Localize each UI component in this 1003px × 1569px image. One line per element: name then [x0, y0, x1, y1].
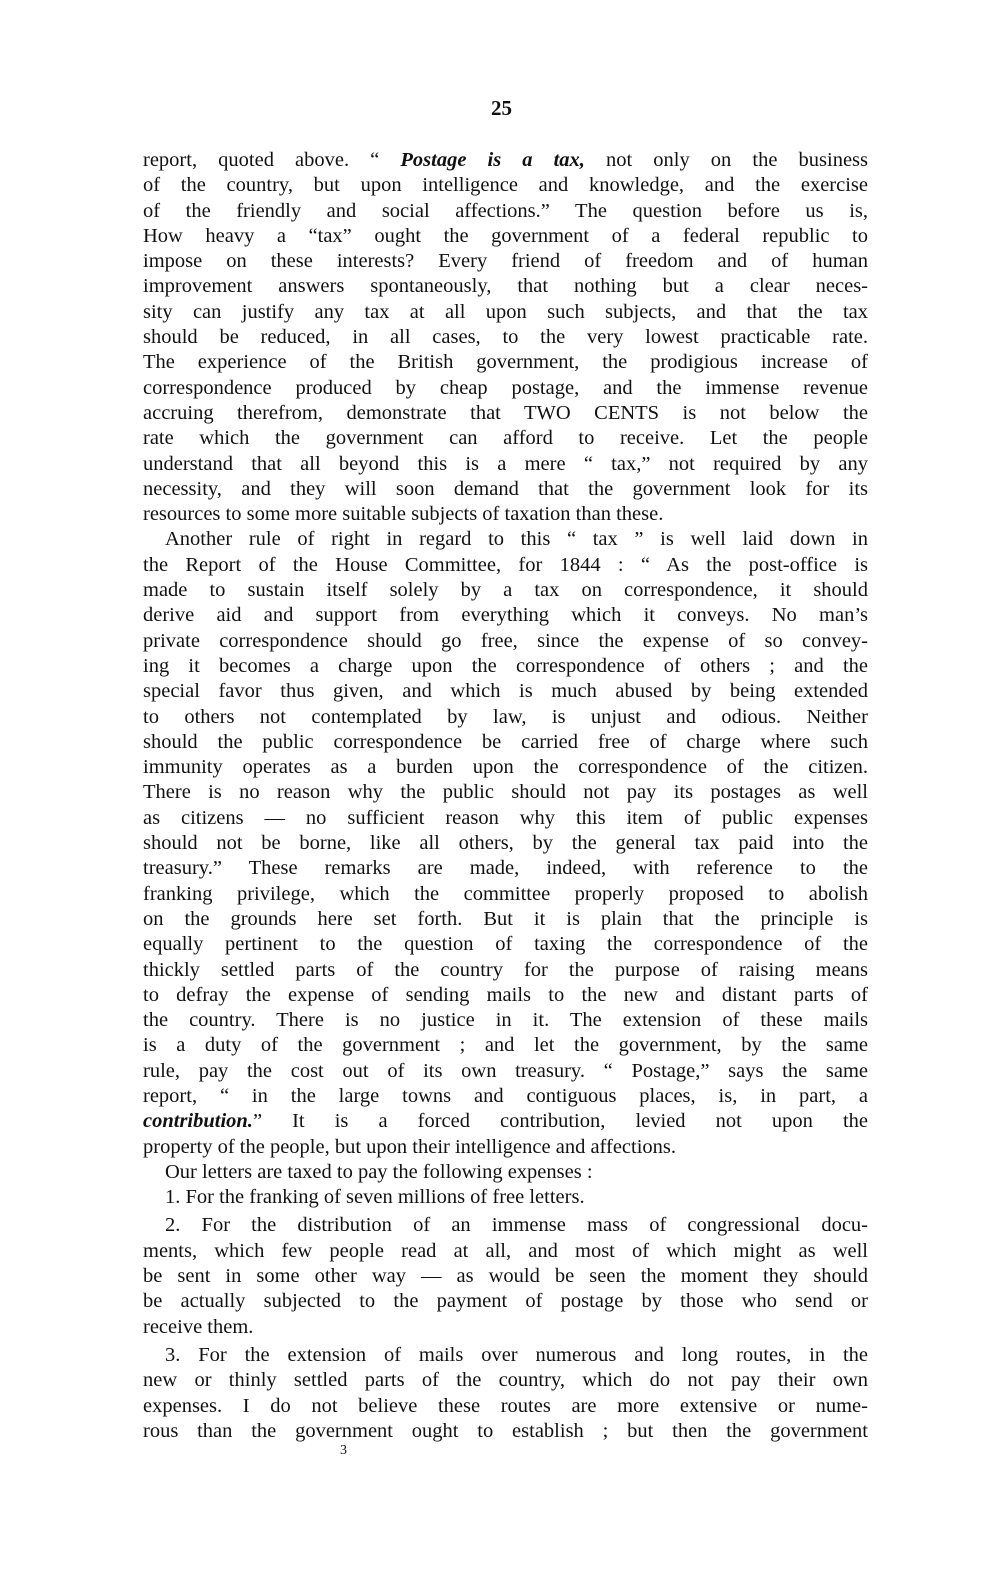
- text-segment: sity can justify any tax at all upon such subjects, and that the tax: [143, 300, 868, 323]
- text-segment: How heavy a “tax” ought the government of a federal republic to: [143, 224, 868, 247]
- text-segment: impose on these interests? Every friend of freedom and of human: [143, 250, 868, 273]
- text-segment: new or thinly settled parts of the country, which do not pay their own: [143, 1369, 868, 1392]
- text-line: [143, 173, 868, 198]
- signature-mark: 3: [340, 1443, 347, 1458]
- text-segment: resources to some more suitable subjects of taxation than these.: [143, 503, 664, 526]
- text-segment: correspondence produced by cheap postage, and the immense revenue: [143, 376, 868, 399]
- text-segment: expenses. I do not believe these routes are more extensive or nume-: [143, 1394, 868, 1417]
- text-segment: of the country, but upon intelligence and knowledge, and the exercise: [143, 174, 868, 197]
- text-line: [143, 199, 868, 224]
- page-number: 25: [491, 96, 512, 120]
- text-segment: receive them.: [143, 1315, 254, 1338]
- text-line: [143, 1289, 868, 1314]
- text-segment: on the grounds here set forth. But it is plain that the principle is: [143, 907, 868, 930]
- text-line: [143, 755, 868, 780]
- text-segment: property of the people, but upon their intelligence and affections.: [143, 1135, 677, 1158]
- text-segment: should be reduced, in all cases, to the very lowest practicable rate.: [143, 326, 868, 349]
- text-line: [143, 1239, 868, 1264]
- text-line: [143, 831, 868, 856]
- text-segment: improvement answers spontaneously, that nothing but a clear neces-: [143, 275, 868, 298]
- text-segment: treasury.” These remarks are made, indeed, with reference to the: [143, 857, 868, 880]
- text-line: [143, 932, 868, 957]
- text-segment: franking privilege, which the committee properly proposed to abolish: [143, 882, 868, 905]
- text-segment: ments, which few people read at all, and most of which might as well: [143, 1239, 868, 1262]
- text-segment: not only on the business: [584, 149, 868, 171]
- text-line: [143, 705, 868, 730]
- text-line: [143, 856, 868, 881]
- text-segment: be actually subjected to the payment of postage by those who send or: [143, 1290, 868, 1313]
- text-line: [143, 300, 868, 325]
- text-line: [143, 224, 868, 249]
- text-line: [143, 603, 868, 628]
- italic-text: Postage is a tax,: [400, 149, 585, 171]
- text-segment: rous than the government ought to establish ; but then the government: [143, 1419, 868, 1442]
- text-line: [143, 958, 868, 983]
- text-line: [143, 1160, 868, 1185]
- text-segment: necessity, and they will soon demand that the government look for its: [143, 477, 868, 500]
- text-line: [143, 1008, 868, 1033]
- text-line: [143, 401, 868, 426]
- text-segment: the country. There is no justice in it. The extension of these mails: [143, 1009, 868, 1032]
- text-segment: ing it becomes a charge upon the correspondence of others ; and the: [143, 654, 868, 677]
- text-line: [143, 780, 868, 805]
- text-segment: special favor thus given, and which is much abused by being extended: [143, 680, 868, 703]
- text-line: [143, 1419, 868, 1444]
- text-line: [143, 907, 868, 932]
- text-line: [143, 376, 868, 401]
- text-segment: derive aid and support from everything which it conveys. No man’s: [143, 604, 868, 627]
- text-line: [143, 629, 868, 654]
- text-line: [143, 1185, 868, 1210]
- text-segment: the Report of the House Committee, for 1844 : “ As the post-office is: [143, 553, 868, 576]
- text-line: [143, 325, 868, 350]
- text-segment: should the public correspondence be carried free of charge where such: [143, 730, 868, 753]
- text-line: [143, 426, 868, 451]
- text-line: [143, 679, 868, 704]
- text-line: [143, 1135, 868, 1160]
- text-line: [143, 1264, 868, 1289]
- text-line: [143, 1084, 868, 1109]
- text-segment: is a duty of the government ; and let the government, by the same: [143, 1034, 868, 1057]
- text-segment: made to sustain itself solely by a tax on correspondence, it should: [143, 579, 868, 602]
- text-line: [143, 1368, 868, 1393]
- text-segment: Our letters are taxed to pay the following expenses :: [165, 1160, 593, 1183]
- text-segment: understand that all beyond this is a mere “ tax,” not required by any: [143, 452, 868, 475]
- text-segment: to others not contemplated by law, is unjust and odious. Neither: [143, 705, 868, 728]
- text-segment: Another rule of right in regard to this “ tax ” is well laid down in: [165, 528, 868, 551]
- text-line: [143, 806, 868, 831]
- text-line: [143, 654, 868, 679]
- text-segment: The experience of the British government, the prodigious increase of: [143, 351, 868, 374]
- text-segment: to defray the expense of sending mails to the new and distant parts of: [143, 983, 868, 1006]
- text-line: [143, 1059, 868, 1084]
- text-segment: accruing therefrom, demonstrate that TWO CENTS is not below the: [143, 401, 868, 424]
- text-line: [143, 148, 868, 173]
- text-segment: ” It is a forced contribution, levied not upon the: [252, 1110, 868, 1133]
- text-segment: immunity operates as a burden upon the correspondence of the citizen.: [143, 756, 868, 779]
- text-segment: as citizens — no sufficient reason why this item of public expenses: [143, 806, 868, 829]
- text-segment: There is no reason why the public should not pay its postages as well: [143, 781, 868, 804]
- text-line: [143, 452, 868, 477]
- text-segment: 3. For the extension of mails over numerous and long routes, in the: [165, 1343, 868, 1366]
- text-line: [143, 1394, 868, 1419]
- text-line: [143, 274, 868, 299]
- text-segment: rule, pay the cost out of its own treasury. “ Postage,” says the same: [143, 1059, 868, 1082]
- text-segment: 2. For the distribution of an immense mass of congressional docu-: [165, 1214, 868, 1237]
- text-line: [143, 502, 868, 527]
- text-line: [143, 249, 868, 274]
- text-line: [143, 527, 868, 552]
- text-line: [143, 477, 868, 502]
- text-line: [143, 1213, 868, 1238]
- text-line: [143, 1343, 868, 1368]
- text-segment: should not be borne, like all others, by the general tax paid into the: [143, 832, 868, 855]
- text-segment: 1. For the franking of seven millions of free letters.: [165, 1186, 585, 1209]
- text-segment: report, quoted above. “: [143, 149, 401, 171]
- body-text: [143, 148, 868, 1444]
- text-line: [143, 1315, 868, 1340]
- text-line: [143, 1033, 868, 1058]
- text-segment: report, “ in the large towns and contiguous places, is, in part, a: [143, 1084, 868, 1107]
- text-line: [143, 882, 868, 907]
- text-line: [143, 350, 868, 375]
- text-segment: private correspondence should go free, since the expense of so convey-: [143, 629, 868, 652]
- text-segment: of the friendly and social affections.” The question before us is,: [143, 199, 868, 222]
- text-line: [143, 578, 868, 603]
- text-segment: equally pertinent to the question of taxing the correspondence of the: [143, 933, 868, 956]
- text-segment: be sent in some other way — as would be seen the moment they should: [143, 1265, 868, 1288]
- italic-text: contribution.: [143, 1110, 253, 1133]
- text-segment: thickly settled parts of the country for the purpose of raising means: [143, 958, 868, 981]
- text-line: [143, 730, 868, 755]
- text-line: [143, 983, 868, 1008]
- text-line: [143, 553, 868, 578]
- text-line: [143, 1109, 868, 1134]
- text-segment: rate which the government can afford to receive. Let the people: [143, 427, 868, 450]
